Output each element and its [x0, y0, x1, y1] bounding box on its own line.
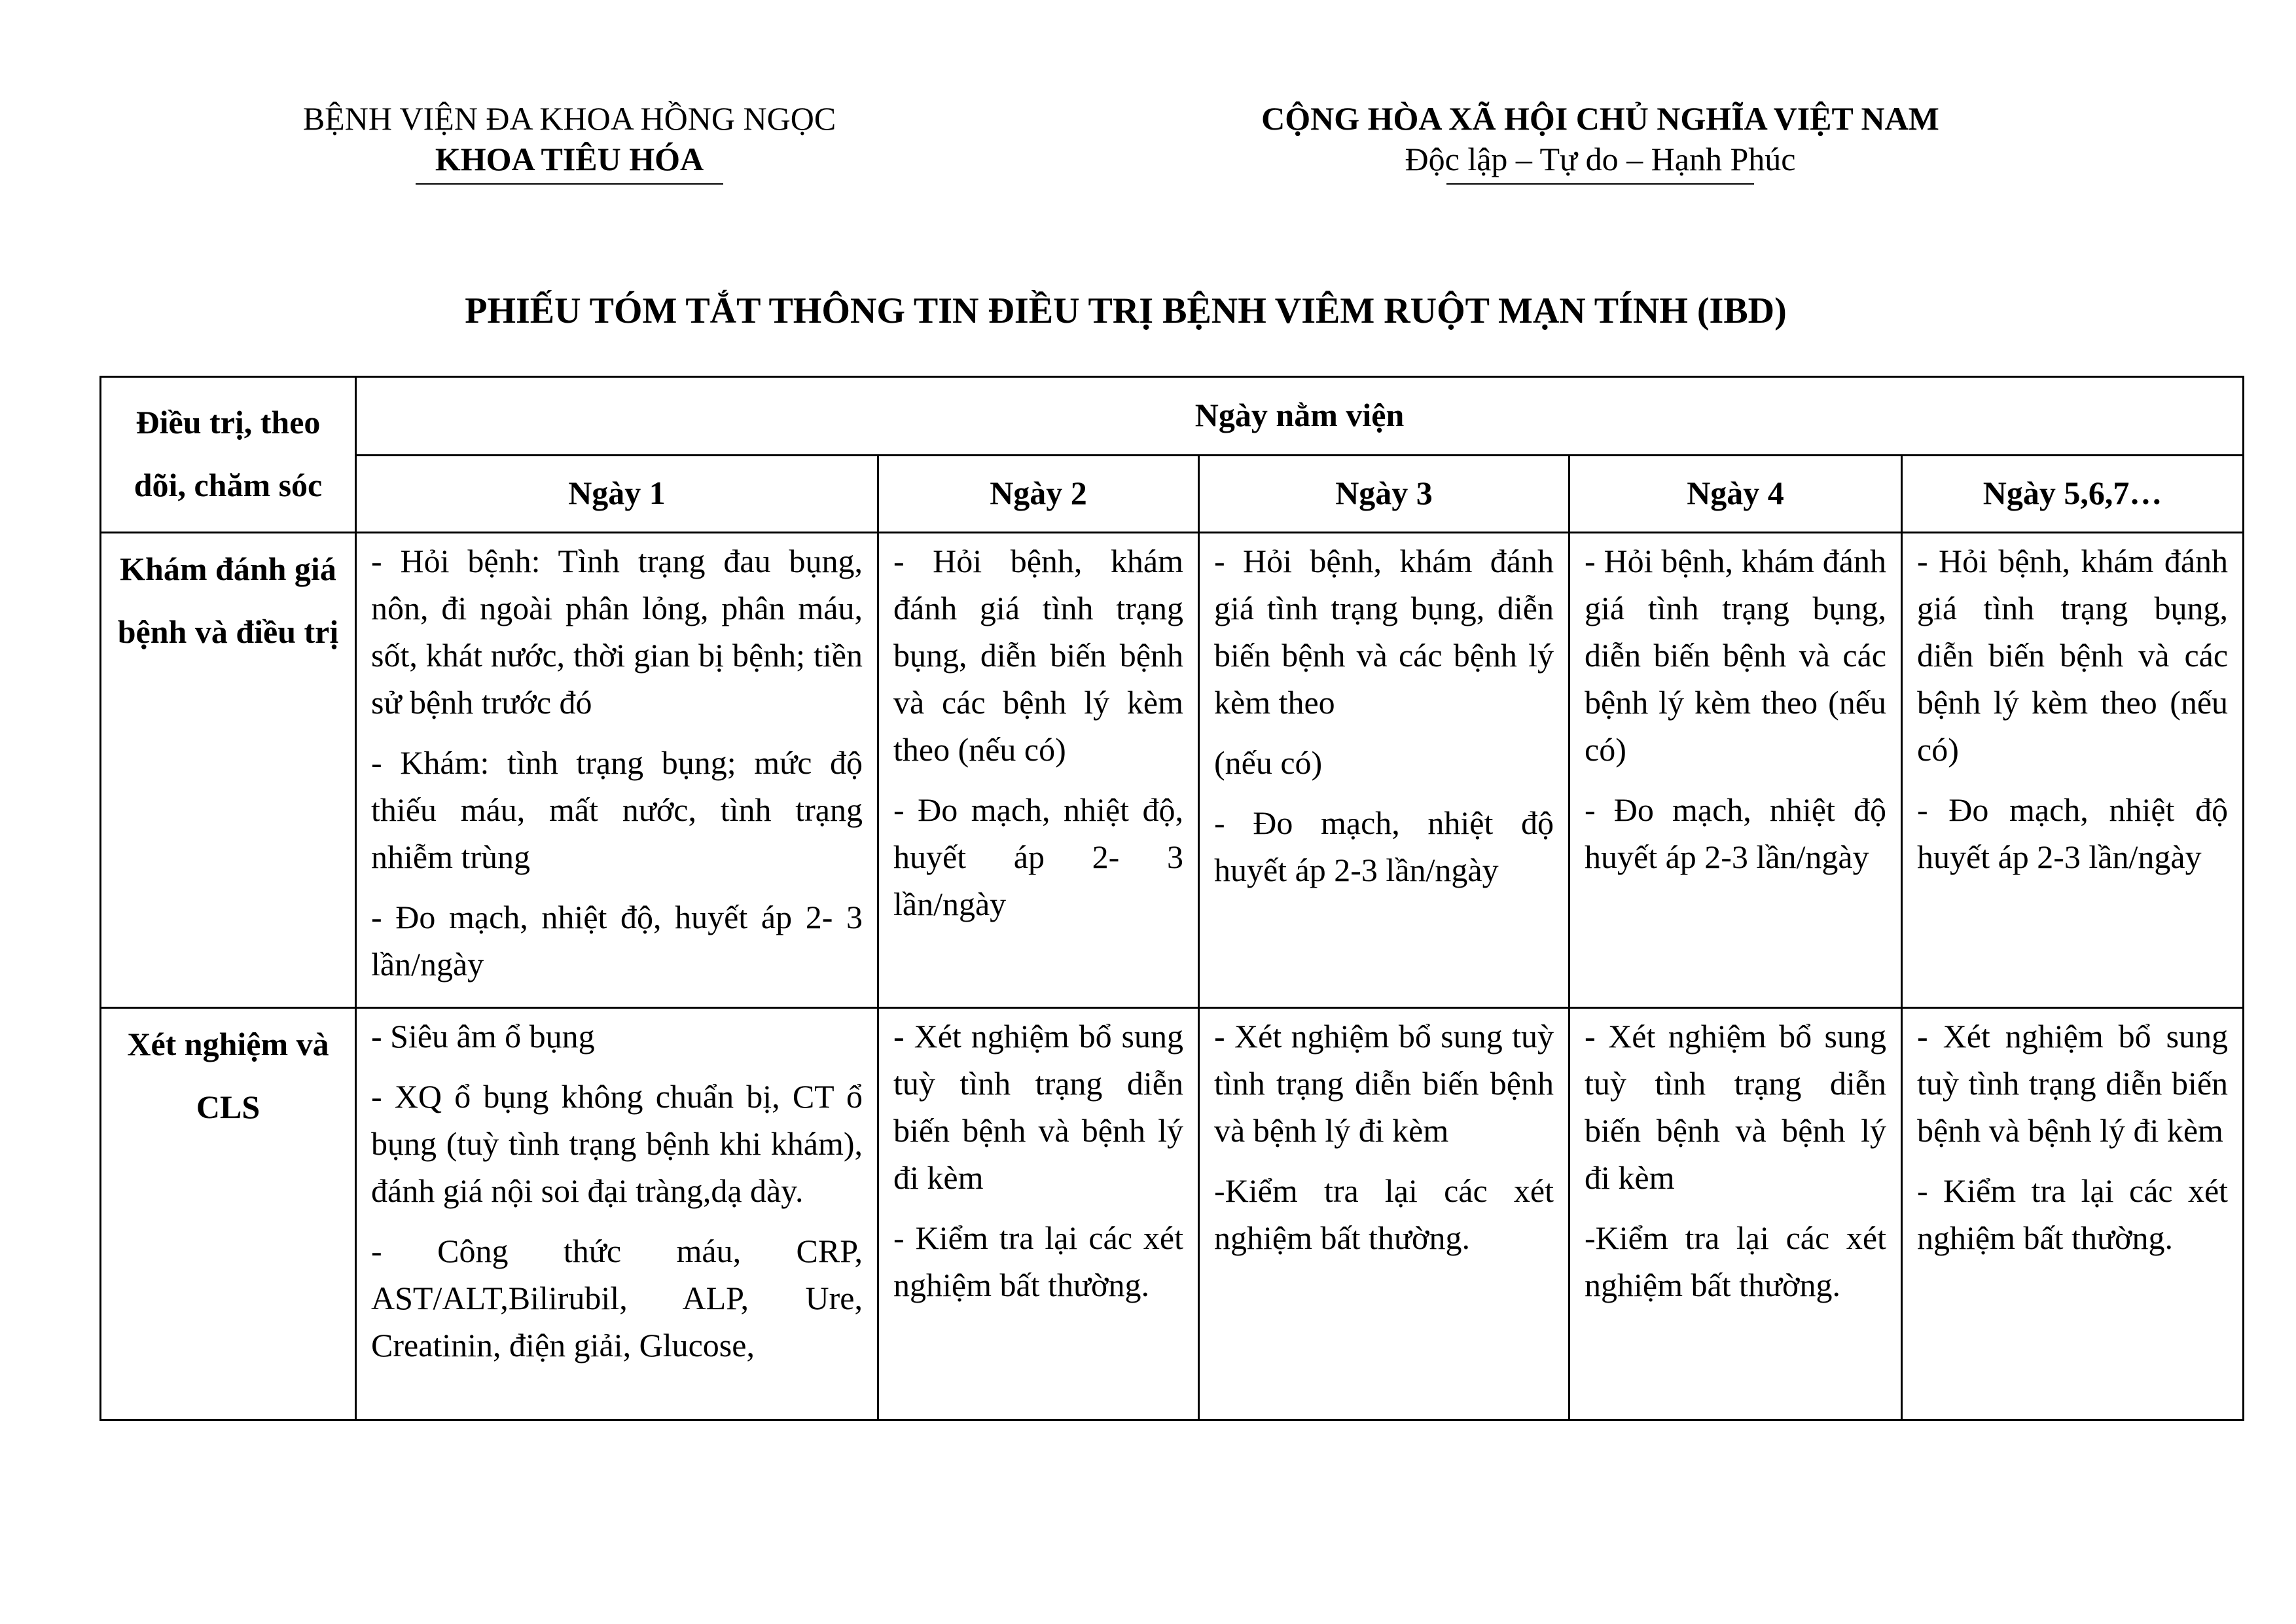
cell-line: - Đo mạch, nhiệt độ, huyết áp 2- 3 lần/ngày [893, 791, 1183, 922]
group-header: Ngày nằm viện [356, 377, 2244, 456]
day-header-row [101, 456, 2244, 533]
day-header: Ngày 2 [878, 456, 1199, 533]
header-underline-left [416, 183, 723, 185]
cell-line: - Đo mạch, nhiệt độ huyết áp 2-3 lần/ngày [1917, 791, 2229, 875]
national-title: CỘNG HÒA XÃ HỘI CHỦ NGHĨA VIỆT NAM [1261, 100, 1939, 137]
table-cell [1570, 1008, 1902, 1420]
department-name: KHOA TIÊU HÓA [435, 141, 704, 177]
cell-line: - XQ ổ bụng không chuẩn bị, CT ổ bụng (tuỳ tình trạng bệnh khi khám), đánh giá nội soi đại tràng,dạ dày. [371, 1078, 863, 1209]
table-cell [878, 533, 1199, 1008]
cell-line: - Xét nghiệm bổ sung tuỳ tình trạng diễn biến bệnh và bệnh lý đi kèm [1917, 1018, 2229, 1149]
cell-line: - Xét nghiệm bổ sung tuỳ tình trạng diễn biến bệnh và bệnh lý đi kèm [893, 1018, 1183, 1196]
table-cell [356, 1008, 878, 1420]
cell-line: - Đo mạch, nhiệt độ huyết áp 2-3 lần/ngày [1585, 791, 1886, 875]
row-label: Khám đánh giá bệnh và điều trị [101, 533, 356, 1008]
table-row [101, 533, 2244, 1008]
cell-line: - Hỏi bệnh, khám đánh giá tình trạng bụng, diễn biến bệnh và các bệnh lý kèm theo [1214, 543, 1554, 721]
cell-line: - Hỏi bệnh, khám đánh giá tình trạng bụng, diễn biến bệnh và các bệnh lý kèm theo (nếu có) [1585, 543, 1886, 768]
day-header: Ngày 5,6,7… [1902, 456, 2244, 533]
header-underline-right [1446, 183, 1754, 185]
table-cell [878, 1008, 1199, 1420]
hospital-header [275, 98, 864, 185]
cell-line: -Kiểm tra lại các xét nghiệm bất thường. [1214, 1172, 1554, 1256]
cell-line: - Khám: tình trạng bụng; mức độ thiếu máu, mất nước, tình trạng nhiễm trùng [371, 744, 863, 875]
cell-line: - Đo mạch, nhiệt độ, huyết áp 2- 3 lần/ngày [371, 899, 863, 983]
table-cell [1902, 1008, 2244, 1420]
row-label: Xét nghiệm và CLS [101, 1008, 356, 1420]
national-header [1191, 98, 2009, 185]
cell-line: - Xét nghiệm bổ sung tuỳ tình trạng diễn biến bệnh và bệnh lý đi kèm [1214, 1018, 1554, 1149]
cell-line: - Xét nghiệm bổ sung tuỳ tình trạng diễn biến bệnh và bệnh lý đi kèm [1585, 1018, 1886, 1196]
day-header: Ngày 3 [1199, 456, 1570, 533]
national-motto: Độc lập – Tự do – Hạnh Phúc [1405, 141, 1796, 177]
day-header: Ngày 1 [356, 456, 878, 533]
cell-line: - Kiểm tra lại các xét nghiệm bất thường. [893, 1219, 1183, 1303]
table-row [101, 1008, 2244, 1420]
treatment-summary-table [99, 376, 2244, 1421]
cell-line: (nếu có) [1214, 744, 1323, 781]
cell-line: - Hỏi bệnh, khám đánh giá tình trạng bụng, diễn biến bệnh và các bệnh lý kèm theo (nếu có) [1917, 543, 2229, 768]
hospital-name: BỆNH VIỆN ĐA KHOA HỒNG NGỌC [302, 100, 836, 137]
table-header-row [101, 377, 2244, 456]
table-cell [1199, 533, 1570, 1008]
cell-line: - Kiểm tra lại các xét nghiệm bất thường. [1917, 1172, 2229, 1256]
cell-line: -Kiểm tra lại các xét nghiệm bất thường. [1585, 1219, 1886, 1303]
cell-line: - Siêu âm ổ bụng [371, 1018, 595, 1055]
cell-line: - Công thức máu, CRP, AST/ALT,Bilirubil, ALP, Ure, Creatinin, điện giải, Glucose, [371, 1233, 863, 1363]
cell-line: - Đo mạch, nhiệt độ huyết áp 2-3 lần/ngày [1214, 804, 1554, 888]
table-cell [1902, 533, 2244, 1008]
cell-line: - Hỏi bệnh: Tình trạng đau bụng, nôn, đi ngoài phân lỏng, phân máu, sốt, khát nước, thời gian bị bệnh; tiền sử bệnh trước đó [371, 543, 863, 721]
table-cell [1199, 1008, 1570, 1420]
day-header: Ngày 4 [1570, 456, 1902, 533]
table-cell [356, 533, 878, 1008]
cell-line: - Hỏi bệnh, khám đánh giá tình trạng bụng, diễn biến bệnh và các bệnh lý kèm theo (nếu có) [893, 543, 1183, 768]
table-cell [1570, 533, 1902, 1008]
corner-header: Điều trị, theo dõi, chăm sóc [101, 377, 356, 533]
document-title: PHIẾU TÓM TẮT THÔNG TIN ĐIỀU TRỊ BỆNH VIÊM RUỘT MẠN TÍNH (IBD) [465, 291, 1787, 331]
